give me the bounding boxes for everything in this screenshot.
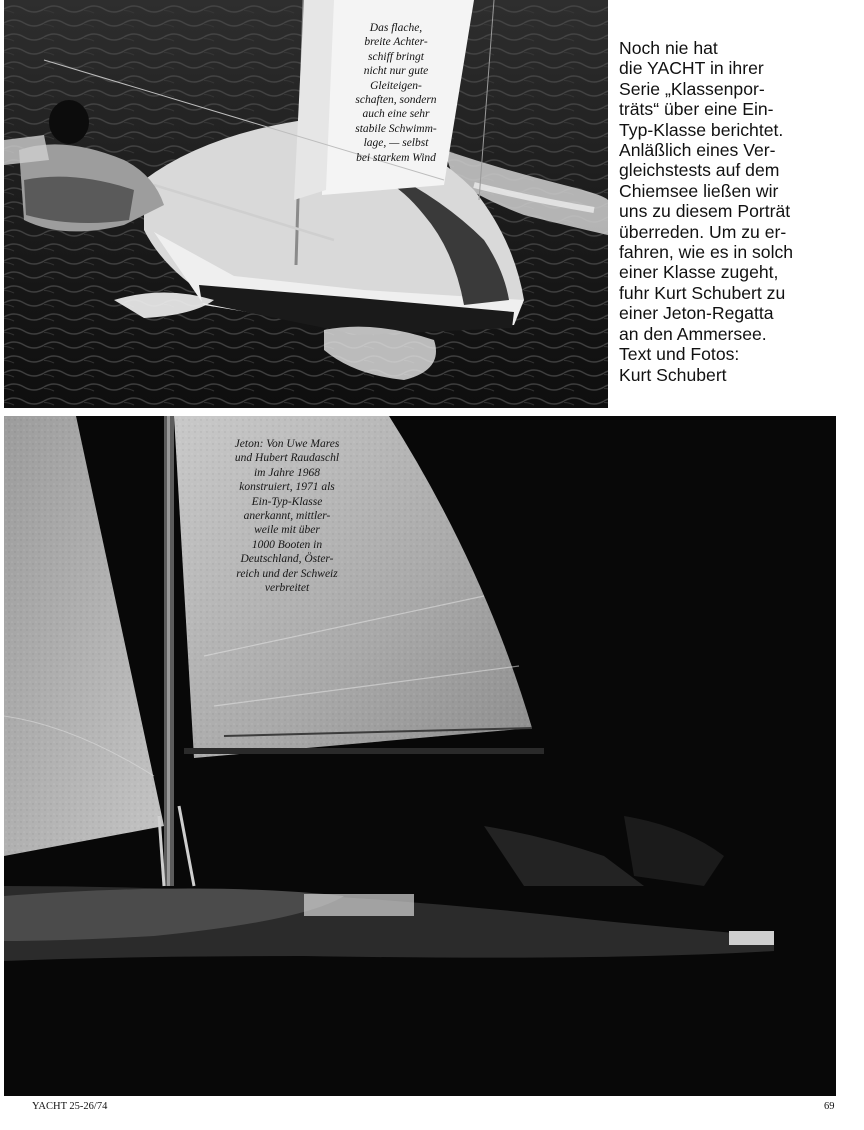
caption-line: Gleiteigen- bbox=[370, 79, 422, 92]
caption-line: lage, — selbst bbox=[363, 137, 429, 150]
caption-line: im Jahre 1968 bbox=[253, 466, 320, 479]
caption-line: auch eine sehr bbox=[362, 108, 430, 121]
dinghy-planing-illustration bbox=[4, 0, 608, 408]
caption-line: stabile Schwimm- bbox=[355, 122, 437, 135]
bottom-photo-caption bbox=[198, 437, 376, 595]
intro-line: Chiemsee ließen wir bbox=[619, 180, 779, 201]
caption-line: nicht nur gute bbox=[363, 65, 429, 78]
intro-line: Text und Fotos: bbox=[619, 344, 740, 365]
publication-footer: YACHT 25-26/74 bbox=[32, 1101, 108, 1112]
caption-line: Das flache, bbox=[369, 22, 423, 34]
page-number: 69 bbox=[824, 1101, 835, 1112]
intro-line: Typ-Klasse berichtet. bbox=[619, 119, 784, 140]
intro-line: träts“ über eine Ein- bbox=[619, 99, 774, 120]
caption-line: Deutschland, Öster- bbox=[240, 553, 334, 566]
caption-line: 1000 Booten in bbox=[251, 538, 323, 551]
intro-line: fahren, wie es in solch bbox=[619, 242, 794, 263]
caption-line: Jeton: Von Uwe Mares bbox=[234, 438, 340, 450]
caption-line: verbreitet bbox=[264, 582, 310, 595]
caption-line: anerkannt, mittler- bbox=[243, 510, 331, 523]
sailing-photo-top bbox=[4, 0, 608, 408]
intro-line: einer Klasse zugeht, bbox=[619, 262, 779, 283]
intro-line: einer Jeton-Regatta bbox=[619, 303, 774, 324]
intro-text bbox=[619, 38, 859, 385]
top-photo-caption bbox=[326, 21, 466, 165]
intro-line: gleichstests auf dem bbox=[619, 160, 780, 181]
intro-line: Kurt Schubert bbox=[619, 364, 727, 385]
caption-line: weile mit über bbox=[254, 524, 320, 537]
caption-line: Ein-Typ-Klasse bbox=[251, 495, 323, 508]
caption-line: breite Achter- bbox=[364, 36, 428, 49]
intro-line: Anläßlich eines Ver- bbox=[619, 140, 776, 161]
caption-line: reich und der Schweiz bbox=[236, 567, 338, 580]
jeton-sail-closeup-illustration bbox=[4, 416, 836, 1096]
intro-line: Serie „Klassenpor- bbox=[619, 78, 765, 99]
intro-line: Noch nie hat bbox=[619, 38, 718, 58]
caption-line: schiff bringt bbox=[368, 50, 424, 63]
intro-line: fuhr Kurt Schubert zu bbox=[619, 282, 786, 303]
intro-line: die YACHT in ihrer bbox=[619, 58, 764, 79]
caption-line: schaften, sondern bbox=[355, 94, 437, 107]
sailing-photo-bottom bbox=[4, 416, 836, 1096]
caption-line: konstruiert, 1971 als bbox=[239, 481, 335, 494]
intro-line: überreden. Um zu er- bbox=[619, 221, 787, 242]
intro-line: an den Ammersee. bbox=[619, 323, 767, 344]
intro-line: uns zu diesem Porträt bbox=[619, 201, 791, 222]
caption-line: und Hubert Raudaschl bbox=[234, 452, 340, 465]
caption-line: bei starkem Wind bbox=[356, 151, 436, 164]
